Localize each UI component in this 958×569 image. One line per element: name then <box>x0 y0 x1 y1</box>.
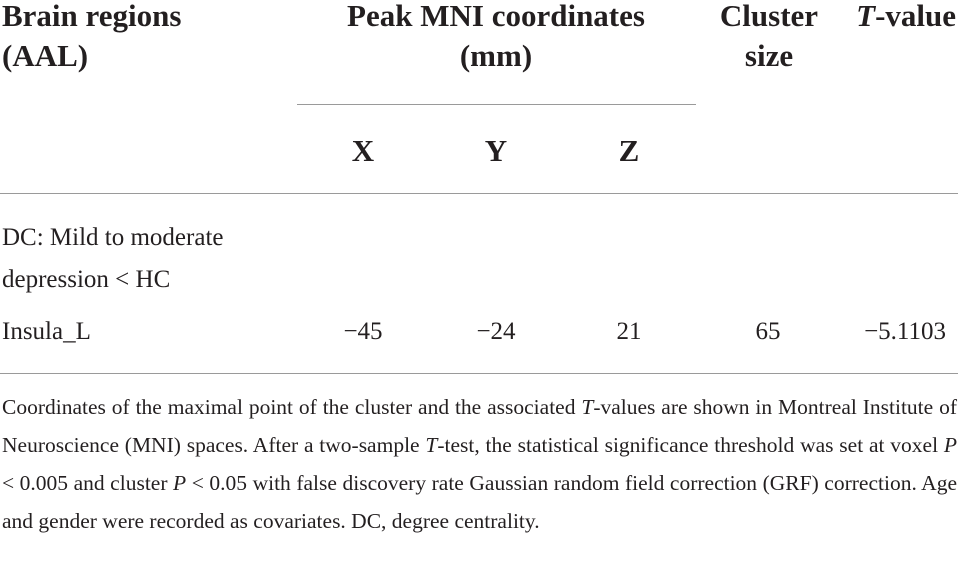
header-brain-regions-line2: (AAL) <box>2 38 89 73</box>
footnote-text-1: Coordinates of the maximal point of the cluster and the associated <box>2 395 582 419</box>
table-footnote <box>2 388 957 540</box>
header-cluster-line2: size <box>744 38 794 73</box>
footnote-p-italic-2: P <box>173 471 187 495</box>
header-cluster-size <box>704 0 834 76</box>
header-t-italic: T <box>856 0 876 33</box>
cell-region: Insula_L <box>2 318 91 345</box>
footnote-text-4: < 0.005 and cluster <box>2 471 174 495</box>
header-y: Y <box>484 133 508 168</box>
header-brain-regions-line1: Brain regions <box>2 0 182 33</box>
header-peak-mni <box>296 0 696 76</box>
header-z: Z <box>618 133 640 168</box>
cell-t-value: −5.1103 <box>864 318 946 345</box>
group-label <box>2 218 224 300</box>
header-cluster-line1: Cluster <box>719 0 819 33</box>
header-peak-mni-line2: (mm) <box>459 38 533 73</box>
cell-z: 21 <box>616 318 642 345</box>
header-t-value <box>830 0 956 36</box>
coords-spanner-rule <box>297 104 696 105</box>
footnote-text-2: -values are shown in Montreal Institute of Neuroscience (MNI) spaces. After a two-sample <box>2 395 957 457</box>
table-bottom-rule <box>0 373 958 374</box>
header-bottom-rule <box>0 193 958 194</box>
header-x: X <box>351 133 375 168</box>
group-label-line1: DC: Mild to moderate <box>2 224 224 251</box>
footnote-t-italic-1: T <box>581 395 594 419</box>
header-peak-mni-line1: Peak MNI coordinates <box>347 0 645 33</box>
footnote-t-italic-2: T <box>425 433 438 457</box>
header-brain-regions <box>2 0 181 76</box>
header-t-rest: -value <box>875 0 956 33</box>
footnote-p-italic-1: P <box>943 433 957 457</box>
group-label-line2: depression < HC <box>2 266 171 293</box>
footnote-text-5: < 0.05 with false discovery rate Gaussian random field correction (GRF) correction. Age and gender were recorded as covariates. DC, degree centrality. <box>2 471 957 533</box>
footnote-text-3: -test, the statistical significance threshold was set at voxel <box>437 433 944 457</box>
cell-cluster-size: 65 <box>755 318 781 345</box>
cell-y: −24 <box>476 318 516 345</box>
cell-x: −45 <box>343 318 383 345</box>
